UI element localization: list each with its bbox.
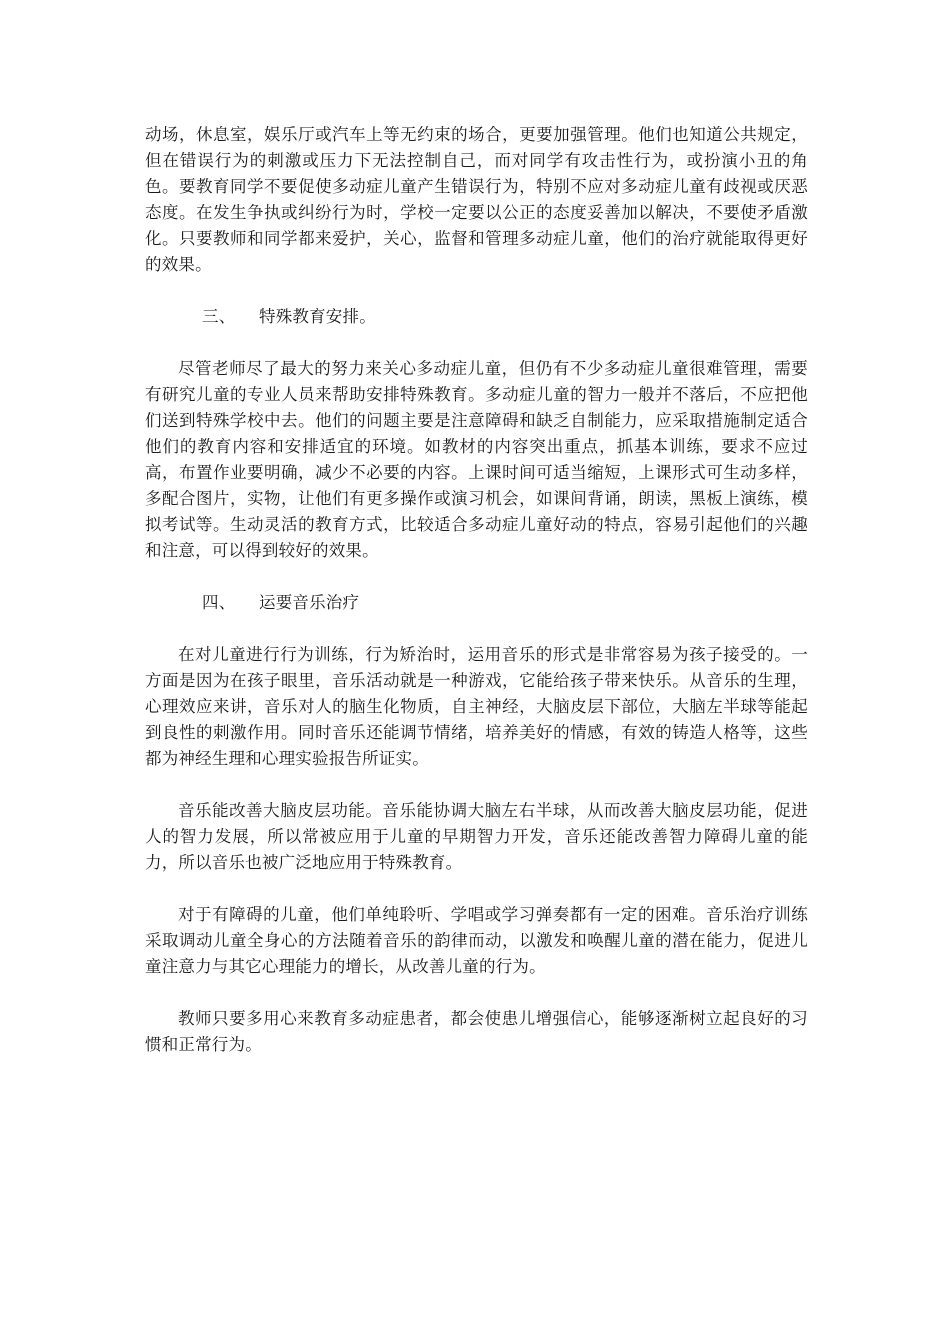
paragraph-management: 动场，休息室，娱乐厅或汽车上等无约束的场合，更要加强管理。他们也知道公共规定，但在错误行为的刺激或压力下无法控制自己，而对同学有攻击性行为，或扮演小丑的角色。要教育同学不要促使多动症儿童产生错误行为，特别不应对多动症儿童有歧视或厌恶态度。在发生争执或纠纷行为时，学校一定要以公正的态度妥善加以解决，不要使矛盾激化。只要教师和同学都来爱护，关心，监督和管理多动症儿童，他们的治疗就能取得更好的效果。	[145, 125, 808, 274]
paragraph-music-therapy: 对于有障碍的儿童，他们单纯聆听、学唱或学习弹奏都有一定的困难。音乐治疗训练采取调动儿童全身心的方法随着音乐的韵律而动，以激发和唤醒儿童的潜在能力，促进儿童注意力与其它心理能力的增长，从改善儿童的行为。	[145, 905, 808, 976]
paragraph-music-training: 在对儿童进行行为训练，行为矫治时，运用音乐的形式是非常容易为孩子接受的。一方面是因为在孩子眼里，音乐活动就是一种游戏，它能给孩子带来快乐。从音乐的生理，心理效应来讲，音乐对人的脑生化物质，自主神经，大脑皮层下部位，大脑左半球等能起到良性的刺激作用。同时音乐还能调节情绪，培养美好的情感，有效的铸造人格等，这些都为神经生理和心理实验报告所证实。	[145, 645, 808, 768]
section-number: 四、	[202, 593, 236, 612]
document-page	[145, 122, 808, 1084]
paragraph-music-cortex: 音乐能改善大脑皮层功能。音乐能协调大脑左右半球，从而改善大脑皮层功能，促进人的智力发展，所以常被应用于儿童的早期智力开发，音乐还能改善智力障碍儿童的能力，所以音乐也被广泛地应用于特殊教育。	[145, 801, 808, 872]
section-number: 三、	[202, 307, 236, 326]
paragraph-special-education: 尽管老师尽了最大的努力来关心多动症儿童，但仍有不少多动症儿童很难管理，需要有研究儿童的专业人员来帮助安排特殊教育。多动症儿童的智力一般并不落后，不应把他们送到特殊学校中去。他们的问题主要是注意障碍和缺乏自制能力，应采取措施制定适合他们的教育内容和安排适宜的环境。如教材的内容突出重点，抓基本训练，要求不应过高，布置作业要明确，减少不必要的内容。上课时间可适当缩短，上课形式可生动多样，多配合图片，实物，让他们有更多操作或演习机会，如课间背诵，朗读，黑板上演练，模拟考试等。生动灵活的教育方式，比较适合多动症儿童好动的特点，容易引起他们的兴趣和注意，可以得到较好的效果。	[145, 359, 808, 560]
section-heading-three	[145, 304, 808, 330]
paragraph-conclusion: 教师只要多用心来教育多动症患者，都会使患儿增强信心，能够逐渐树立起良好的习惯和正常行为。	[145, 1009, 808, 1054]
section-title: 特殊教育安排。	[259, 307, 376, 326]
section-heading-four	[145, 590, 808, 616]
section-title: 运要音乐治疗	[259, 593, 360, 612]
